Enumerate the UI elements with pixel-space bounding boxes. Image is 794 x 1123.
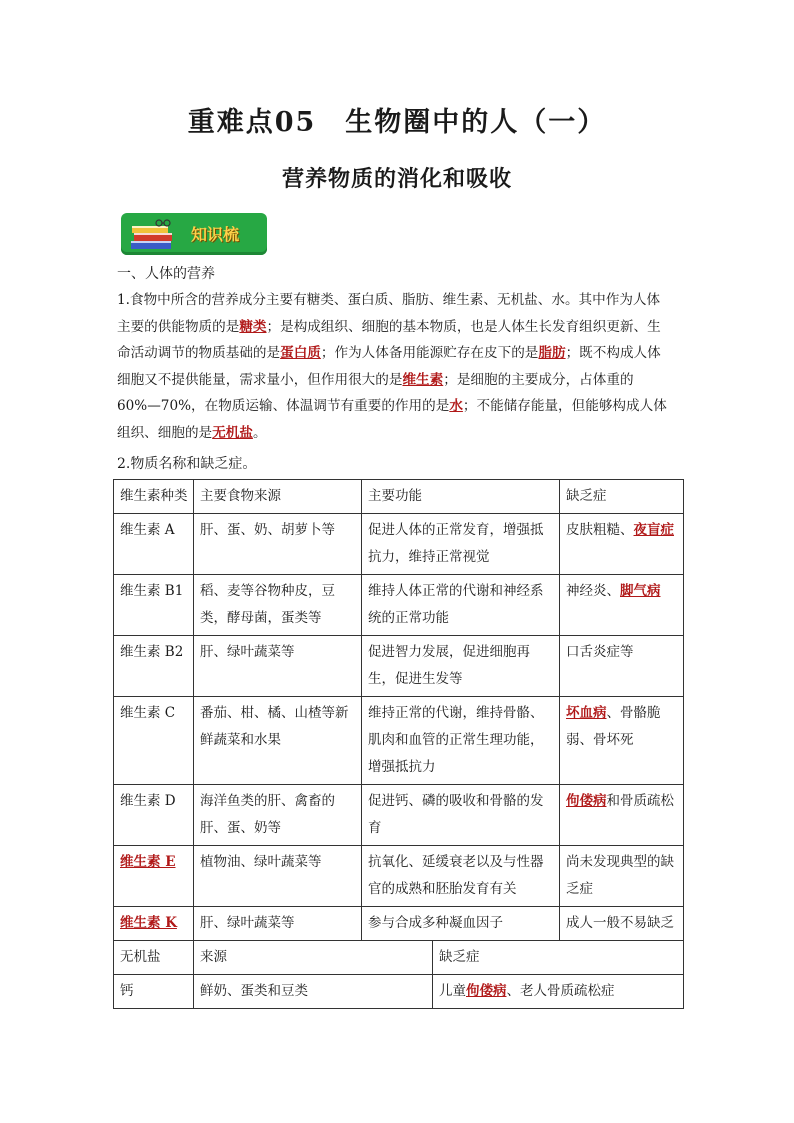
table-header-row — [114, 480, 684, 514]
table-row: 维生素 B1 稻、麦等谷物种皮，豆类，酵母菌，蛋类等 维持人体正常的代谢和神经系统的正常功能 神经炎、脚气病 — [114, 575, 684, 636]
header-cell: 来源 — [194, 941, 433, 975]
page-title: 重难点05 生物圈中的人（一） — [187, 107, 607, 138]
header-cell: 缺乏症 — [560, 480, 684, 514]
header-cell: 无机盐 — [114, 941, 194, 975]
answer-water: 水 — [449, 398, 463, 415]
table-row: 维生素 D 海洋鱼类的肝、禽畜的肝、蛋、奶等 促进钙、磷的吸收和骨骼的发育 佝偻病和骨质疏松 — [114, 785, 684, 846]
para-line-5: 60%—70%，在物质运输、体温调节有重要的作用的是水；不能储存能量，但能够构成人体 — [117, 398, 667, 415]
books-icon — [129, 219, 179, 251]
sub-heading: 2.物质名称和缺乏症。 — [117, 456, 257, 472]
table-row: 维生素 B2 肝、绿叶蔬菜等 促进智力发展，促进细胞再生，促进生发等 口舌炎症等 — [114, 636, 684, 697]
header-cell: 主要功能 — [362, 480, 560, 514]
table-row: 维生素 A 肝、蛋、奶、胡萝卜等 促进人体的正常发育，增强抵抗力，维持正常视觉 皮肤粗糙、夜盲症 — [114, 514, 684, 575]
badge-label: 知识梳 — [191, 225, 240, 244]
table-row: 维生素 C 番茄、柑、橘、山楂等新鲜蔬菜和水果 维持正常的代谢，维持骨骼、肌肉和血管的正常生理功能，增强抵抗力 坏血病、骨骼脆弱、骨坏死 — [114, 697, 684, 785]
answer-protein: 蛋白质 — [280, 345, 321, 362]
answer-sugar: 糖类 — [239, 318, 267, 335]
vitamin-table — [113, 479, 684, 1009]
table-row: 钙 鲜奶、蛋类和豆类 儿童佝偻病、老人骨质疏松症 — [114, 975, 684, 1009]
para-line-1: 1.食物中所含的营养成分主要有糖类、蛋白质、脂肪、维生素、无机盐、水。其中作为人体 — [117, 292, 661, 308]
header-cell: 缺乏症 — [433, 941, 684, 975]
answer-mineral: 无机盐 — [212, 424, 253, 441]
table-row: 维生素 K 肝、绿叶蔬菜等 参与合成多种凝血因子 成人一般不易缺乏 — [114, 907, 684, 941]
section-heading: 一、人体的营养 — [117, 266, 215, 282]
table-row: 维生素 E 植物油、绿叶蔬菜等 抗氧化、延缓衰老以及与性器官的成熟和胚胎发育有关 尚未发现典型的缺乏症 — [114, 846, 684, 907]
para-line-2: 主要的供能物质的是糖类；是构成组织、细胞的基本物质，也是人体生长发育组织更新、生 — [117, 318, 661, 335]
mineral-header-row — [114, 941, 684, 975]
para-line-3: 命活动调节的物质基础的是蛋白质；作为人体备用能源贮存在皮下的是脂肪；既不构成人体 — [117, 345, 661, 362]
header-cell: 主要食物来源 — [194, 480, 362, 514]
para-line-6: 组织、细胞的是无机盐。 — [117, 424, 267, 441]
header-cell: 维生素种类 — [114, 480, 194, 514]
nutrition-paragraph — [117, 287, 683, 447]
para-line-4: 细胞又不提供能量，需求量小，但作用很大的是维生素；是细胞的主要成分，占体重的 — [117, 371, 634, 388]
knowledge-badge — [121, 213, 267, 255]
page-subtitle: 营养物质的消化和吸收 — [281, 166, 512, 192]
answer-vitamin: 维生素 — [402, 371, 444, 388]
answer-fat: 脂肪 — [538, 345, 566, 362]
